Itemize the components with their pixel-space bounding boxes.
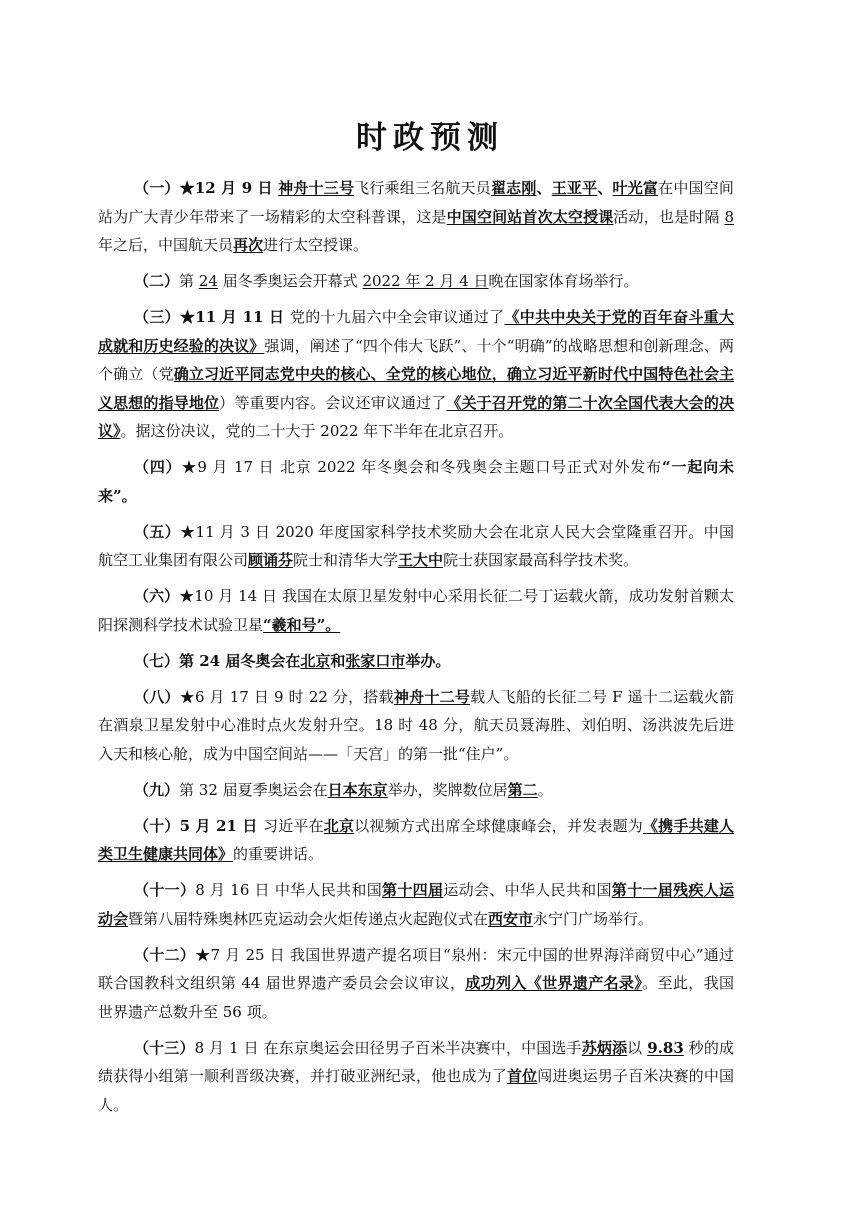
item-text: ★7 月 25 日 我国世界遗产提名项目“泉州：宋元中国的世界海洋商贸中心”通过联合国教科文组织第 44 届世界遗产委员会会议审议， [98, 945, 734, 992]
item-text: （七）第 24 届冬奥会在 [134, 651, 301, 670]
key-term: 北京 [323, 816, 355, 835]
item-text: ★6 月 17 日 9 时 22 分，搭载 [179, 687, 394, 706]
page-title: 时政预测 [356, 120, 504, 156]
item-text: （四） [134, 458, 182, 476]
item-text: 院士和清华大学 [293, 551, 399, 569]
item-text: （五） [134, 522, 181, 541]
news-item-list [98, 174, 734, 1127]
item-text: 举办。 [405, 651, 451, 670]
news-item [98, 453, 734, 510]
item-text: 在中国空间站为广大青少年带来了一场精彩的太空科普课，这是 [98, 179, 734, 226]
item-text: ★9 月 17 日 北京 2022 年冬奥会和冬残奥会主题口号正式对外发布 [181, 458, 663, 476]
item-text: ★11 月 3 日 2020 年度国家科学技术奖励大会在北京人民大会堂隆重召开。中国航空工业集团有限公司 [98, 522, 734, 569]
key-term: 第十一届残疾人运动会 [98, 881, 734, 928]
item-text: 活动，也是时隔 [613, 207, 725, 226]
key-term: 日本东京 [327, 780, 388, 799]
item-text: 晚在国家体育场举行。 [488, 272, 639, 290]
news-item [98, 812, 734, 869]
key-term: 神舟十三号 [278, 179, 355, 197]
item-text: 届冬季奥运会开幕式 [217, 272, 363, 290]
item-text: 进行太空授课。 [263, 236, 369, 254]
item-text: “一起向未来”。 [98, 458, 734, 505]
item-text: （六） [134, 587, 180, 605]
item-text: 以 [627, 1038, 648, 1057]
key-term: 西安市 [488, 909, 534, 928]
key-term: 成功列入《世界遗产名录》 [465, 974, 643, 992]
news-item [98, 647, 734, 676]
item-text: 和 [330, 651, 346, 670]
key-term: 《携手共建人类卫生健康共同体》 [98, 816, 734, 863]
news-item [98, 582, 734, 639]
item-text: 年之后，中国航天员 [98, 236, 234, 254]
item-text: 以视频方式出席全球健康峰会，并发表题为 [354, 816, 643, 835]
key-term: 王大中 [398, 551, 444, 569]
key-term: 中国空间站首次太空授课 [446, 207, 614, 226]
item-text: 党的十九届六中全会审议通过了 [289, 308, 505, 326]
item-text: 。至此，我国世界遗产总数升至 56 项。 [98, 974, 734, 1021]
key-term: 第十四届 [382, 881, 444, 899]
item-text: （一）★12 月 9 日 [134, 179, 279, 197]
key-term: 第二 [507, 780, 538, 799]
item-text: 举办，奖牌数位居 [387, 780, 508, 799]
key-term: 苏炳添 [581, 1038, 628, 1057]
item-text: ）等重要内容。会议还审议通过了 [219, 393, 447, 412]
item-text: 习近平在 [263, 816, 324, 835]
key-term: 确立习近平同志党中央的核心、全党的核心地位，确立习近平新时代中国特色社会主义思想的指导地位 [98, 365, 734, 412]
item-text: 强调，阐述了“四个伟大飞跃”、十个“明确”的战略思想和创新理念、两个确立（党 [98, 336, 734, 383]
key-term: 张家口市 [345, 651, 406, 670]
key-term: 翟志刚 [490, 179, 537, 197]
news-item [98, 776, 734, 805]
item-text: 8 月 1 日 在东京奥运会田径男子百米半决赛中，中国选手 [194, 1038, 582, 1057]
item-text: 暨第八届特殊奥林匹克运动会火炬传递点火起跑仪式在 [128, 909, 489, 928]
item-text: 闯进奥运男子百米决赛的中国人。 [98, 1067, 734, 1114]
item-text: 永宁门广场举行。 [533, 909, 654, 928]
news-item [98, 876, 734, 933]
key-term: 王亚平 [551, 179, 598, 197]
key-term: 24 [198, 272, 218, 290]
news-item [98, 941, 734, 1027]
key-term: 2022 年 2 月 4 日 [362, 272, 489, 290]
item-text: 秒的成绩获得小组第一顺利晋级决赛，并打破亚洲纪录，他也成为了 [98, 1038, 734, 1085]
item-text: （二） [134, 272, 180, 290]
item-text: 第 [179, 272, 199, 290]
key-term: 北京 [300, 651, 331, 670]
item-text: 院士获国家最高科学技术奖。 [443, 551, 639, 569]
item-text: （十二） [134, 945, 196, 964]
item-text: 、 [597, 179, 613, 197]
news-item [98, 1034, 734, 1120]
key-term: 《中共中央关于党的百年奋斗重大成就和历史经验的决议》 [98, 308, 734, 355]
item-text: 载人飞船的长征二号 F 遥十二运载火箭在酒泉卫星发射中心准时点火发射升空。18 时 48 分，航天员聂海胜、刘伯明、汤洪波先后进入天和核心舱，成为中国空间站——「天宫」的第一批“住户”。 [98, 687, 734, 763]
item-text: （八） [134, 687, 180, 706]
key-term: 顾诵芬 [248, 551, 294, 569]
news-item [98, 303, 734, 446]
item-text: （十三） [134, 1038, 195, 1057]
item-text: 8 月 16 日 中华人民共和国 [195, 881, 383, 899]
key-term: 9.83 [647, 1038, 684, 1057]
news-item [98, 267, 734, 296]
key-term: 《关于召开党的第二十次全国代表大会的决议》 [98, 393, 734, 440]
key-term: 再次 [233, 236, 264, 254]
item-text: ★10 月 14 日 我国在太原卫星发射中心采用长征二号丁运载火箭，成功发射首颗太阳探测科学技术试验卫星 [98, 587, 734, 634]
item-text: 、 [536, 179, 552, 197]
item-text: 第 32 届夏季奥运会在 [179, 780, 328, 799]
key-term: 首位 [506, 1067, 538, 1085]
item-text: （十）5 月 21 日 [134, 816, 263, 835]
key-term: 8 [724, 207, 734, 226]
key-term: 神舟十二号 [393, 687, 471, 706]
key-term: 叶光富 [612, 179, 659, 197]
news-item [98, 174, 734, 260]
item-text: （九） [134, 780, 180, 799]
item-text: 。据这份决议，党的二十大于 2022 年下半年在北京召开。 [120, 422, 514, 440]
item-text: 飞行乘组三名航天员 [354, 179, 491, 197]
news-item [98, 683, 734, 769]
news-item [98, 518, 734, 575]
key-term: “羲和号”。 [263, 615, 341, 634]
item-text: （三）★11 月 11 日 [134, 308, 290, 326]
item-text: 的重要讲话。 [233, 845, 324, 863]
item-text: 运动会、中华人民共和国 [443, 881, 612, 899]
item-text: （十一） [134, 881, 196, 899]
item-text: 。 [537, 780, 553, 799]
